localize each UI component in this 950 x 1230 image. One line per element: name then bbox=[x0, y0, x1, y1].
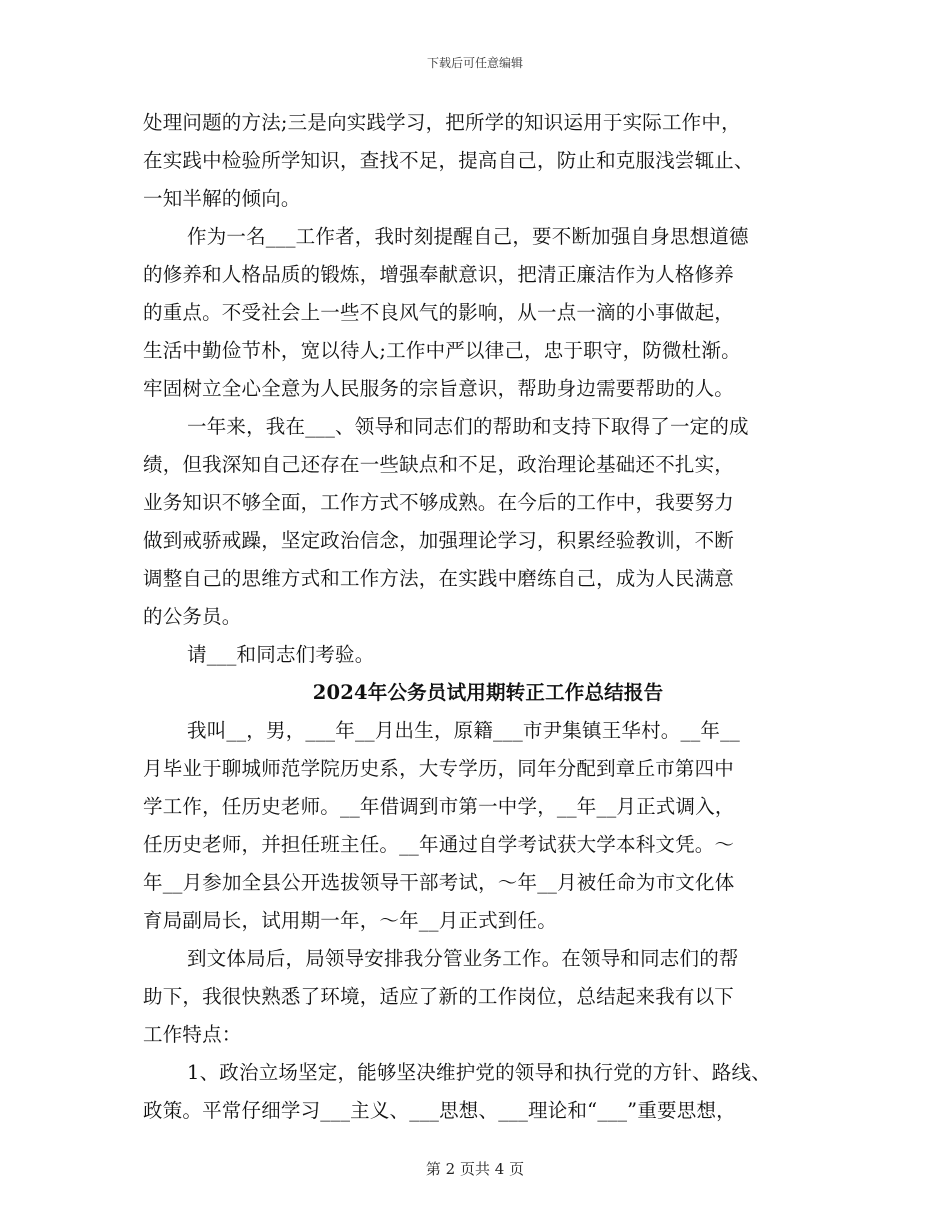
document-body bbox=[143, 104, 813, 1130]
paragraph-line: 绩，但我深知自己还存在一些缺点和不足，政治理论基础还不扎实， bbox=[143, 453, 735, 476]
section-heading: 2024年公务员试用期转正工作总结报告 bbox=[312, 681, 664, 704]
paragraph-line: 1、政治立场坚定，能够坚决维护党的领导和执行党的方针、路线、 bbox=[187, 1061, 771, 1084]
paragraph-line: 作为一名___工作者，我时刻提醒自己，要不断加强自身思想道德 bbox=[187, 225, 749, 248]
page-header: 下载后可任意编辑 bbox=[426, 56, 523, 70]
paragraph-line: 一年来，我在___、领导和同志们的帮助和支持下取得了一定的成 bbox=[187, 415, 749, 438]
paragraph-line: 助下，我很快熟悉了环境，适应了新的工作岗位，总结起来我有以下 bbox=[143, 985, 735, 1008]
paragraph-line: 政策。平常仔细学习___主义、___思想、___理论和“___”重要思想， bbox=[143, 1099, 736, 1122]
paragraph-line: 年__月参加全县公开选拔领导干部考试，～年__月被任命为市文化体 bbox=[143, 871, 735, 894]
paragraph-line: 牢固树立全心全意为人民服务的宗旨意识，帮助身边需要帮助的人。 bbox=[143, 377, 735, 400]
paragraph-line: 业务知识不够全面，工作方式不够成熟。在今后的工作中，我要努力 bbox=[143, 491, 735, 514]
paragraph-line: 育局副局长，试用期一年，～年__月正式到任。 bbox=[143, 909, 557, 932]
paragraph-line: 调整自己的思维方式和工作方法，在实践中磨练自己，成为人民满意 bbox=[143, 567, 735, 590]
paragraph-line: 一知半解的倾向。 bbox=[143, 187, 301, 210]
paragraph-line: 学工作，任历史老师。__年借调到市第一中学，__年__月正式调入， bbox=[143, 795, 735, 818]
paragraph-line: 我叫__，男，___年__月出生，原籍___市尹集镇王华村。__年__ bbox=[187, 719, 741, 742]
paragraph-line: 任历史老师，并担任班主任。__年通过自学考试获大学本科文凭。～ bbox=[143, 833, 735, 856]
paragraph-line: 的重点。不受社会上一些不良风气的影响，从一点一滴的小事做起， bbox=[143, 301, 735, 324]
paragraph-line: 在实践中检验所学知识，查找不足，提高自己，防止和克服浅尝辄止、 bbox=[143, 149, 754, 172]
paragraph-line: 到文体局后，局领导安排我分管业务工作。在领导和同志们的帮 bbox=[187, 947, 739, 970]
paragraph-line: 生活中勤俭节朴，宽以待人;工作中严以律己，忠于职守，防微杜渐。 bbox=[143, 339, 741, 362]
paragraph-line: 做到戒骄戒躁，坚定政治信念，加强理论学习，积累经验教训，不断 bbox=[143, 529, 735, 552]
paragraph-line: 的修养和人格品质的锻炼，增强奉献意识，把清正廉洁作为人格修养 bbox=[143, 263, 735, 286]
paragraph-line: 的公务员。 bbox=[143, 605, 242, 628]
page-number-footer: 第 2 页共 4 页 bbox=[425, 1160, 525, 1178]
paragraph-line: 月毕业于聊城师范学院历史系，大专学历，同年分配到章丘市第四中 bbox=[143, 757, 735, 780]
paragraph-line: 请___和同志们考验。 bbox=[187, 643, 375, 666]
paragraph-line: 工作特点： bbox=[143, 1023, 242, 1046]
paragraph-line: 处理问题的方法;三是向实践学习，把所学的知识运用于实际工作中， bbox=[143, 111, 741, 134]
